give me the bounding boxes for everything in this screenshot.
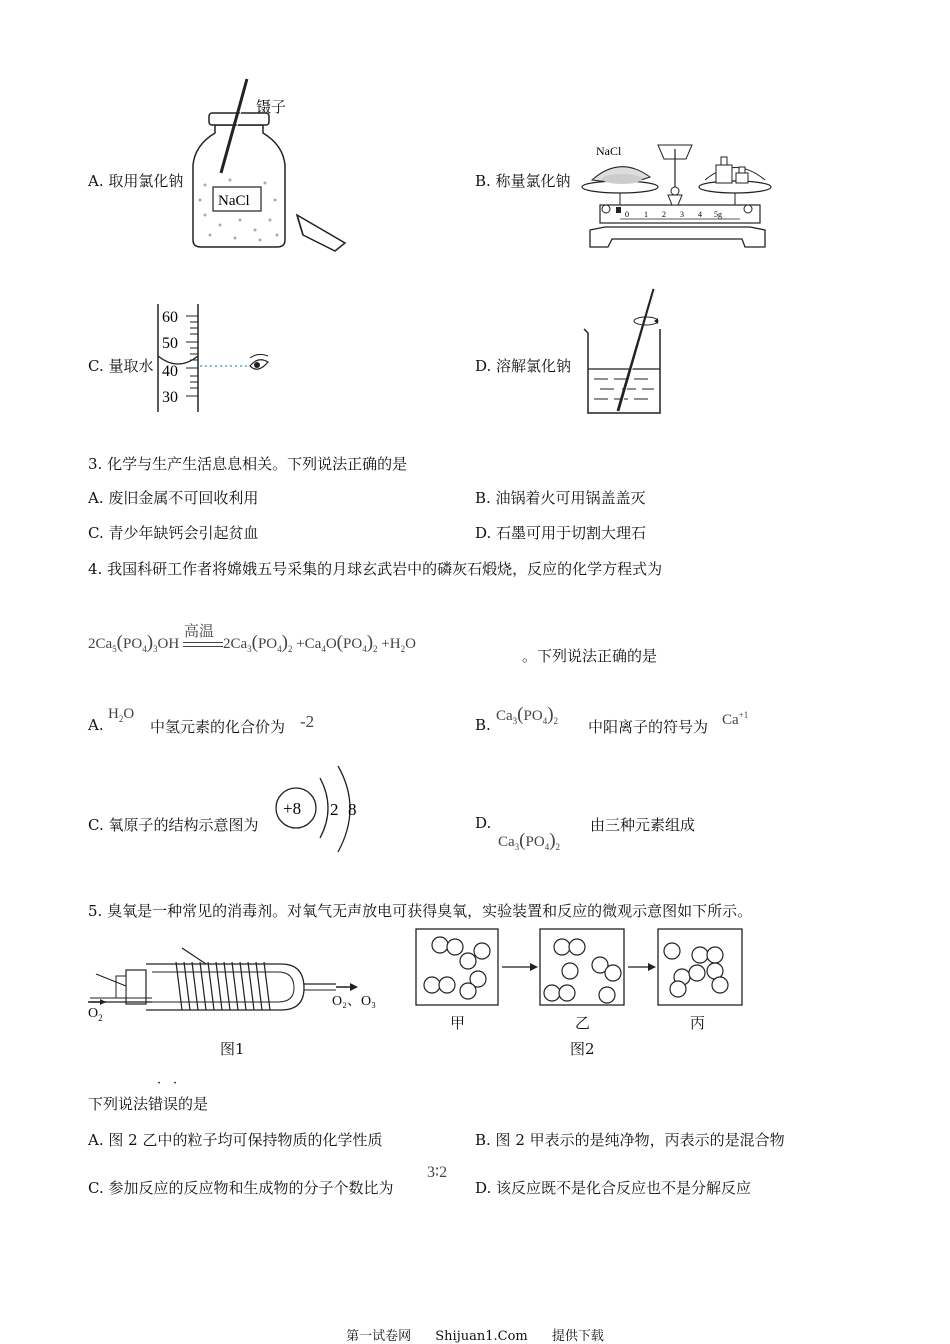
balance-nacl-label: NaCl bbox=[596, 144, 622, 158]
q4-option-b-text: 中阳离子的符号为 bbox=[588, 718, 709, 736]
ion-charge: +1 bbox=[738, 710, 749, 720]
box-label-yi: 乙 bbox=[575, 1014, 591, 1032]
q4-stem-end: 。下列说法正确的是 bbox=[522, 647, 658, 665]
page-footer bbox=[0, 1325, 950, 1344]
calcium-ion bbox=[722, 710, 748, 729]
figure-2-caption: 图2 bbox=[570, 1040, 595, 1058]
particle-diagram bbox=[410, 925, 750, 1007]
beaker-figure bbox=[580, 285, 670, 420]
calcium-phosphate-formula: $Ca_3(PO_4)_2$ bbox=[498, 830, 561, 852]
option-c-label: C. 量取水 bbox=[88, 357, 154, 375]
cylinder-tick: 50 bbox=[162, 335, 178, 352]
cylinder-tick: 30 bbox=[162, 389, 178, 406]
option-a-label: A. 取用氯化钠 bbox=[88, 172, 184, 190]
shell-2-electrons: 8 bbox=[348, 800, 357, 819]
scale-tick: 4 bbox=[698, 210, 702, 219]
emphasis-dot: · bbox=[173, 1076, 178, 1091]
scale-tick: 1 bbox=[644, 210, 648, 219]
q4-option-b-prefix: B. bbox=[475, 716, 491, 734]
nacl-label: NaCl bbox=[218, 193, 250, 209]
footer-site-cn: 第一试卷网 bbox=[346, 1329, 412, 1344]
balance-figure bbox=[580, 135, 775, 255]
q5-question: 下列说法错误的是 bbox=[88, 1095, 209, 1113]
option-b-label: B. 称量氯化钠 bbox=[475, 172, 571, 190]
oxygen-atom-diagram bbox=[270, 760, 365, 860]
scale-tick: 2 bbox=[662, 210, 666, 219]
q4-option-a-prefix: A. bbox=[88, 716, 104, 734]
inlet-gas-subscript: 2 bbox=[98, 1013, 103, 1023]
footer-note: 提供下载 bbox=[551, 1329, 604, 1344]
q4-option-c: C. 氧原子的结构示意图为 bbox=[88, 816, 259, 834]
shell-1-electrons: 2 bbox=[330, 800, 339, 819]
emphasis-dot: · bbox=[157, 1076, 162, 1091]
q3-option-c: C. 青少年缺钙会引起贫血 bbox=[88, 524, 259, 542]
q5-option-c: C. 参加反应的反应物和生成物的分子个数比为 bbox=[88, 1179, 394, 1197]
q5-stem: 5. 臭氧是一种常见的消毒剂。对氧气无声放电可获得臭氧，实验装置和反应的微观示意图如下所示。 bbox=[88, 902, 753, 920]
scale-tick: 0 bbox=[625, 210, 629, 219]
q5-option-b: B. 图 2 甲表示的是纯净物，丙表示的是混合物 bbox=[475, 1131, 785, 1149]
scale-tick: 3 bbox=[680, 210, 684, 219]
atom-nucleus: +8 bbox=[283, 799, 302, 818]
q5-option-a: A. 图 2 乙中的粒子均可保持物质的化学性质 bbox=[88, 1131, 383, 1149]
q3-option-a: A. 废旧金属不可回收利用 bbox=[88, 489, 259, 507]
q5-option-d: D. 该反应既不是化合反应也不是分解反应 bbox=[475, 1179, 752, 1197]
q3-stem: 3. 化学与生产生活息息相关。下列说法正确的是 bbox=[88, 455, 408, 473]
box-label-bing: 丙 bbox=[690, 1014, 706, 1032]
q4-option-a-value: -2 bbox=[300, 712, 315, 731]
q3-option-d: D. 石墨可用于切割大理石 bbox=[475, 524, 647, 542]
cylinder-figure bbox=[150, 300, 275, 415]
calcium-phosphate-formula: $Ca_3(PO_4)_2$ bbox=[496, 704, 559, 726]
ozone-generator-figure bbox=[86, 940, 386, 1030]
water-formula: $H_2O$ bbox=[108, 706, 135, 724]
q5-option-c-ratio: 3∶2 bbox=[427, 1164, 448, 1181]
q3-option-b: B. 油锅着火可用锅盖盖灭 bbox=[475, 489, 646, 507]
q4-option-d-text: 由三种元素组成 bbox=[590, 816, 696, 834]
figure-1-caption: 图1 bbox=[220, 1040, 245, 1058]
scale-tick: 5g bbox=[714, 210, 722, 219]
q4-option-d-prefix: D. bbox=[475, 814, 492, 832]
q4-stem: 4. 我国科研工作者将嫦娥五号采集的月球玄武岩中的磷灰石煅烧，反应的化学方程式为 bbox=[88, 560, 663, 578]
ion-symbol: Ca bbox=[722, 712, 739, 728]
footer-site-en[interactable]: Shijuan1.Com bbox=[435, 1329, 528, 1344]
q4-option-a-text: 中氢元素的化合价为 bbox=[150, 718, 286, 736]
inlet-gas-symbol: O bbox=[88, 1006, 99, 1021]
tweezers-label: 镊子 bbox=[256, 98, 287, 116]
reaction-condition: 高温 bbox=[183, 623, 214, 640]
option-d-label: D. 溶解氯化钠 bbox=[475, 357, 572, 375]
cylinder-tick: 40 bbox=[162, 363, 178, 380]
inlet-gas-label bbox=[88, 1006, 103, 1023]
cylinder-tick: 60 bbox=[162, 309, 178, 326]
outlet-gas-label: O₂、O₃ bbox=[332, 994, 376, 1009]
box-label-jia: 甲 bbox=[450, 1014, 466, 1032]
chemical-equation: $2Ca_5(PO_4)_3OH$ 高温 $2Ca_3(PO_4)_2 +Ca_4O(PO_4)_2 +H_2O$ bbox=[88, 632, 416, 654]
